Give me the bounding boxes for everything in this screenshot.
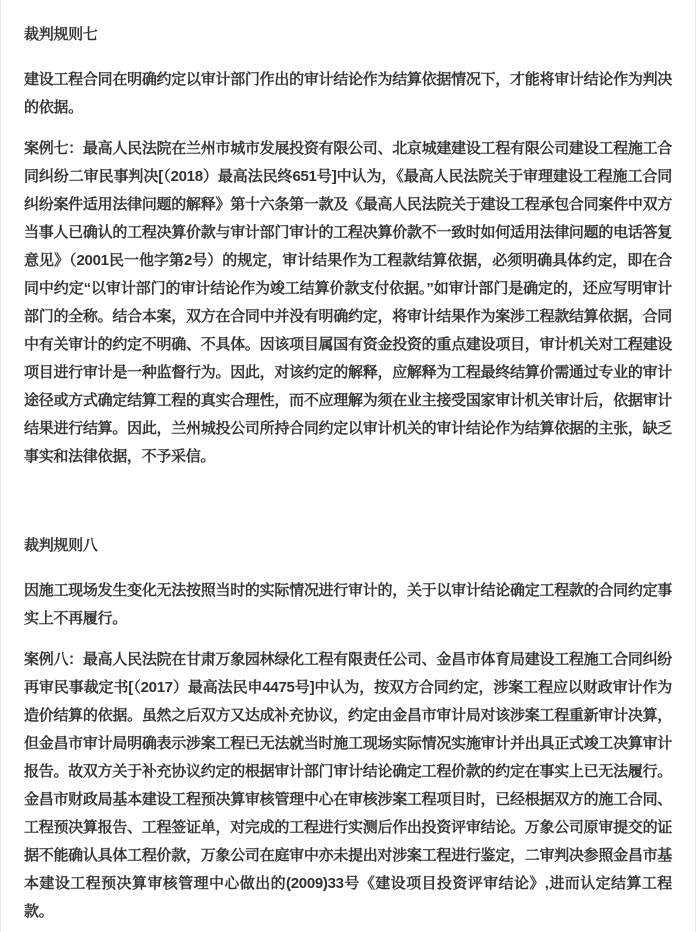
rule-summary-8: 因施工现场发生变化无法按照当时的实际情况进行审计的，关于以审计结论确定工程款的合同约定事实上不再履行。 (24, 582, 672, 627)
case-paragraph-8: 案例八：最高人民法院在甘肃万象园林绿化工程有限责任公司、金昌市体育局建设工程施工合同纠纷再审民事裁定书[（2017）最高法民申4475号]中认为，按双方合同约定，涉案工程应以财政审计作为造价结算的依据。虽然之后双方又达成补充协议，约定由金昌市审计局对该涉案工程重新审计决算，但金昌市审计局明确表示涉案工程已无法就当时施工现场实际情况实施审计并出具正式竣工决算审计报告。故双方关于补充协议约定的根据审计部门审计结论确定工程价款的约定在事实上已无法履行。金昌市财政局基本建设工程预决算审核管理中心在审核涉案工程项目时，已经根据双方的施工合同、工程预决算报告、工程签证单，对完成的工程进行实测后作出投资评审结论。万象公司原审提交的证据不能确认具体工程价款，万象公司在庭审中亦未提出对涉案工程进行鉴定，二审判决参照金昌市基本建设工程预决算审核管理中心做出的(2009)33号《建设项目投资评审结论》,进而认定结算工程款。 (24, 651, 672, 920)
section-heading-rule-8: 裁判规则八 (24, 537, 98, 554)
section-heading-rule-7: 裁判规则七 (24, 26, 98, 43)
rule-section-7 (24, 21, 672, 471)
rule-summary-7: 建设工程合同在明确约定以审计部门作出的审计结论作为结算依据情况下，才能将审计结论作为判决的依据。 (24, 71, 672, 116)
rule-section-8 (24, 532, 672, 926)
case-paragraph-7: 案例七：最高人民法院在兰州市城市发展投资有限公司、北京城建建设工程有限公司建设工程施工合同纠纷二审民事判决[（2018）最高法民终651号]中认为，《最高人民法院关于审理建设工程施工合同纠纷案件适用法律问题的解释》第十六条第一款及《最高人民法院关于建设工程承包合同案件中双方当事人已确认的工程决算价款与审计部门审计的工程决算价款不一致时如何适用法律问题的电话答复意见》（2001民一他字第2号）的规定，审计结果作为工程款结算依据，必须明确具体约定，即在合同中约定“以审计部门的审计结论作为竣工结算价款支付依据。”如审计部门是确定的，还应写明审计部门的全称。结合本案，双方在合同中并没有明确约定，将审计结果作为案涉工程款结算依据，合同中有关审计的约定不明确、不具体。因该项目属国有资金投资的重点建设项目，审计机关对工程建设项目进行审计是一种监督行为。因此，对该约定的解释，应解释为工程最终结算价需通过专业的审计途径或方式确定结算工程的真实合理性，而不应理解为须在业主接受国家审计机关审计后，依据审计结果进行结算。因此，兰州城投公司所持合同约定以审计机关的审计结论作为结算依据的主张，缺乏事实和法律依据，不予采信。 (24, 140, 672, 465)
